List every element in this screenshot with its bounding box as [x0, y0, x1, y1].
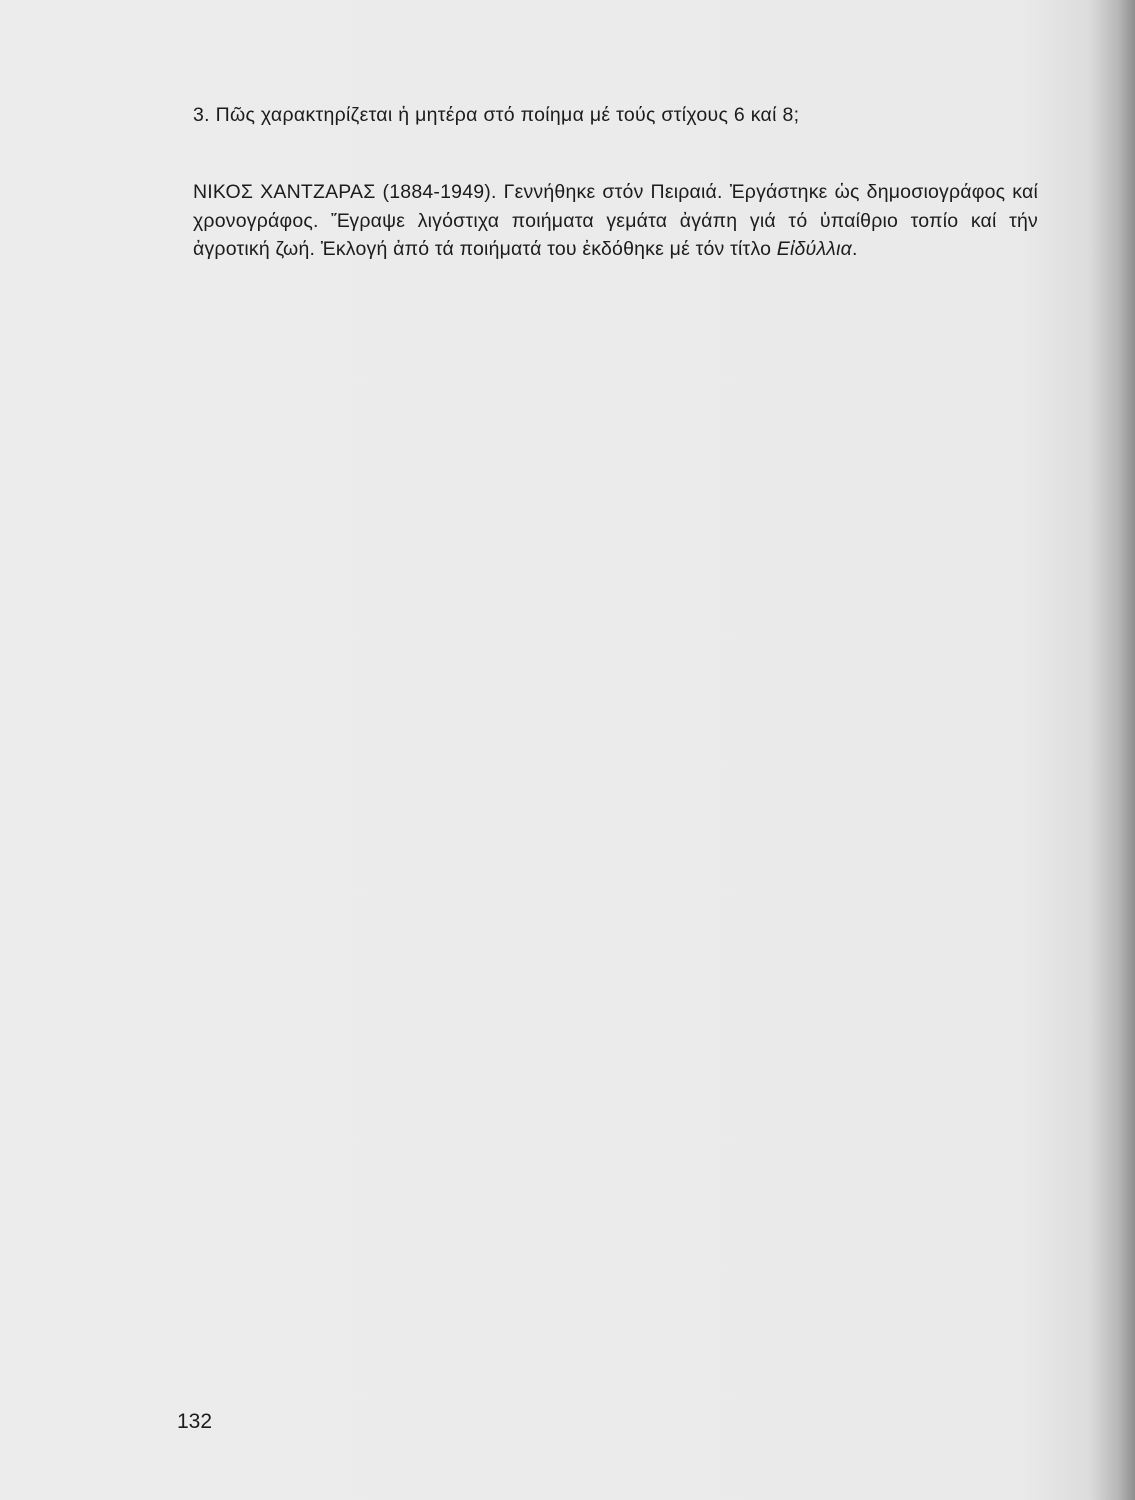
biography-text: ΝΙΚΟΣ ΧΑΝΤΖΑΡΑΣ (1884-1949). Γεννήθηκε στόν Πειραιά. Ἐργάστηκε ὡς δημοσιογράφος καί χρονογράφος. Ἔγραψε λιγόστιχα ποιήματα γεμάτα ἀγάπη γιά τό ὑπαίθριο τοπίο καί τήν ἀγροτική ζωή. Ἐκλογή ἀπό τά ποιήματά του ἐκδόθηκε μέ τόν τίτλο	[193, 181, 1038, 260]
author-biography	[193, 178, 1038, 264]
biography-end: .	[851, 238, 858, 260]
book-title: Εἰδύλλια	[776, 238, 852, 260]
page-number: 132	[177, 1410, 213, 1433]
exercise-question: 3. Πῶς χαρακτηρίζεται ἡ μητέρα στό ποίημα μέ τούς στίχους 6 καί 8;	[193, 104, 800, 126]
